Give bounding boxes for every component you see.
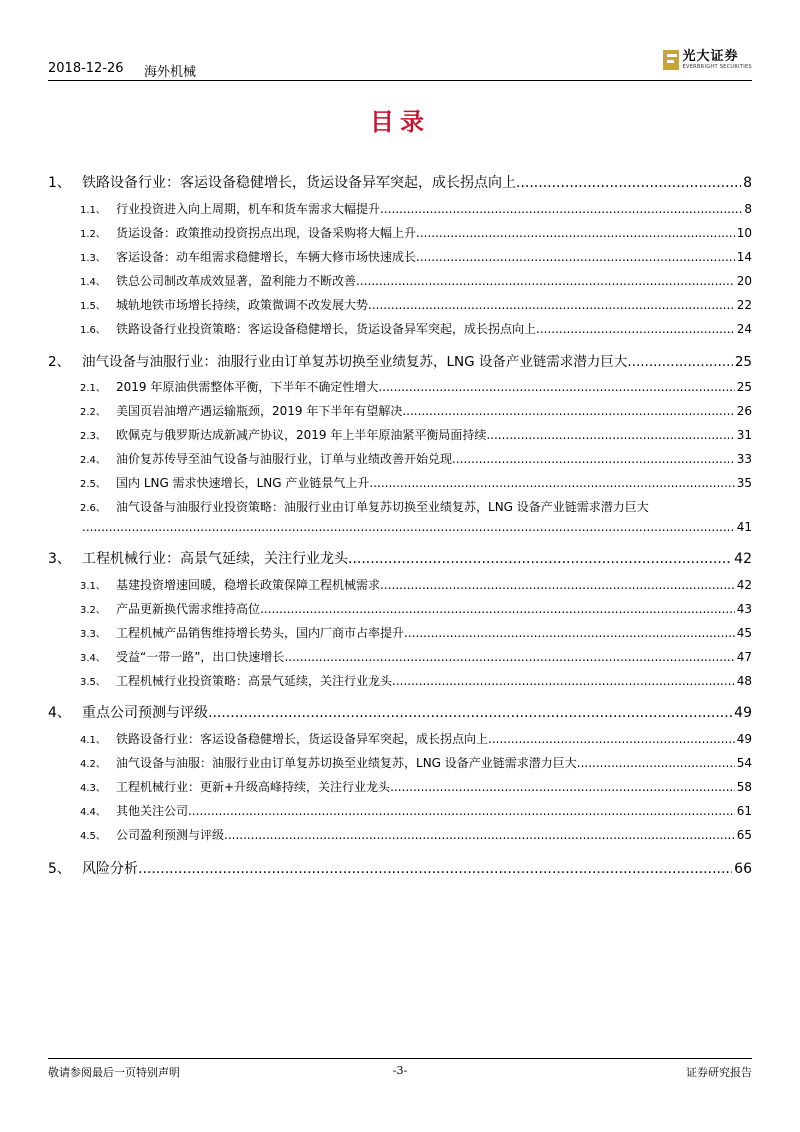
toc-title: 铁总公司制改革成效显著，盈利能力不断改善 [116,274,357,288]
toc-page: 47 [736,650,752,664]
toc-leader [516,175,741,191]
toc-page: 26 [736,404,752,418]
toc-title: 油气设备与油服：油服行业由订单复苏切换至业绩复苏，LNG 设备产业链需求潜力巨大 [116,756,577,770]
toc-entry[interactable] [48,648,752,665]
toc-title: 铁路设备行业：客运设备稳健增长，货运设备异军突起，成长拐点向上 [116,732,489,746]
toc-page: 14 [736,250,752,264]
toc-entry[interactable] [48,224,752,241]
toc-entry[interactable] [48,248,752,265]
toc-entry[interactable] [48,378,752,395]
toc-number: 2.3、 [80,431,106,442]
toc-title: 工程机械产品销售维持增长势头，国内厂商市占率提升 [116,626,405,640]
toc-title: 风险分析 [82,861,138,877]
logo-name-en: EVERBRIGHT SECURITIES [682,64,752,70]
toc-number: 1.1、 [80,205,106,216]
toc-entry[interactable] [48,296,752,313]
toc-title: 客运设备：动车组需求稳健增长，车辆大修市场快速成长 [116,250,417,264]
toc-number: 1.5、 [80,301,106,312]
toc-leader [260,602,735,616]
logo-mark-icon [663,50,679,70]
company-logo [663,50,752,70]
logo-name-cn: 光大证券 [682,49,739,64]
toc-number: 4.4、 [80,807,106,818]
toc-number: 1.2、 [80,229,106,240]
toc-leader [380,578,735,592]
toc-leader [224,828,735,842]
toc-leader [369,476,734,490]
toc-title: 城轨地铁市场增长持续，政策微调不改发展大势 [116,298,369,312]
toc-number: 4.3、 [80,783,106,794]
toc-number: 1.6、 [80,325,106,336]
toc-leader [486,428,734,442]
toc-entry[interactable] [48,754,752,771]
toc-title: 货运设备：政策推动投资拐点出现，设备采购将大幅上升 [116,226,417,240]
toc-page: 41 [736,520,752,534]
toc-title: 产品更新换代需求维持高位 [116,602,261,616]
toc-page: 35 [736,476,752,490]
header-divider [48,80,752,81]
toc-leader [82,520,735,534]
toc-number: 2.6、 [80,503,106,514]
toc-page: 20 [736,274,752,288]
report-type: 证券研究报告 [686,1066,752,1079]
toc-title: 铁路设备行业：客运设备稳健增长，货运设备异军突起，成长拐点向上 [82,175,516,191]
toc-title: 欧佩克与俄罗斯达成新减产协议，2019 年上半年原油紧平衡局面持续 [116,428,487,442]
toc-title: 行业投资进入向上周期，机车和货车需求大幅提升 [116,202,381,216]
page-number: -3- [392,1064,408,1077]
toc-entry[interactable] [48,826,752,843]
report-date: 2018-12-26 [48,61,124,76]
toc-page: 8 [743,175,752,191]
toc-entry[interactable] [48,624,752,641]
toc-number: 4.1、 [80,735,106,746]
toc-number: 2.5、 [80,479,106,490]
toc-title: 公司盈利预测与评级 [116,828,225,842]
toc-title: 2019 年原油供需整体平衡，下半年不确定性增大 [116,380,379,394]
toc-leader [402,404,734,418]
toc-title: 油价复苏传导至油气设备与油服行业，订单与业绩改善开始兑现 [116,452,453,466]
toc-page: 42 [734,551,752,567]
toc-page: 43 [736,602,752,616]
toc-leader [627,354,732,370]
toc-leader [416,226,735,240]
toc-number: 2.1、 [80,383,106,394]
toc-entry[interactable] [48,672,752,689]
toc-entry[interactable] [48,858,752,878]
toc-page: 25 [736,380,752,394]
toc-number: 5、 [48,861,71,877]
toc-leader [390,780,735,794]
toc-entry[interactable] [48,172,752,192]
toc-page: 8 [744,202,752,216]
toc-entry[interactable] [48,730,752,747]
toc-page: 45 [736,626,752,640]
toc-leader [348,551,732,567]
toc-number: 3.4、 [80,653,106,664]
toc-entry[interactable] [48,474,752,491]
toc-page: 49 [734,705,752,721]
toc-title: 国内 LNG 需求快速增长，LNG 产业链景气上升 [116,476,370,490]
toc-page: 54 [736,756,752,770]
toc-leader [416,250,735,264]
toc-number: 1.3、 [80,253,106,264]
toc-page: 25 [734,354,752,370]
toc-number: 4.2、 [80,759,106,770]
toc-leader [577,756,735,770]
toc-leader [138,861,732,877]
toc-number: 2、 [48,354,71,370]
toc-leader [284,650,734,664]
toc-leader [488,732,735,746]
footer-divider [48,1058,752,1059]
page-header [48,50,752,80]
toc-number: 3.3、 [80,629,106,640]
toc-entry[interactable] [48,320,752,337]
toc-entry[interactable] [48,498,752,515]
toc-page: 61 [736,804,752,818]
toc-title: 工程机械行业：高景气延续，关注行业龙头 [82,551,348,567]
toc-leader [208,705,732,721]
toc-entry[interactable] [48,272,752,289]
toc-title: 工程机械行业投资策略：高景气延续，关注行业龙头 [116,674,393,688]
toc-leader [356,274,735,288]
toc-leader [188,804,735,818]
toc-number: 3、 [48,551,71,567]
toc-page: 33 [736,452,752,466]
toc-entry[interactable] [48,426,752,443]
toc-number: 2.4、 [80,455,106,466]
toc-leader [392,674,735,688]
page-title: 目录 [370,108,430,136]
toc-title: 油气设备与油服行业：油服行业由订单复苏切换至业绩复苏，LNG 设备产业链需求潜力巨大 [82,354,628,370]
toc-title: 油气设备与油服行业投资策略：油服行业由订单复苏切换至业绩复苏，LNG 设备产业链需求潜力巨大 [116,500,649,514]
toc-leader [404,626,735,640]
toc-leader [452,452,735,466]
toc-number: 3.5、 [80,677,106,688]
report-sector: 海外机械 [144,65,197,80]
toc-title: 基建投资增速回暖，稳增长政策保障工程机械需求 [116,578,381,592]
toc-page: 66 [734,861,752,877]
toc-page: 42 [736,578,752,592]
toc-leader [536,322,735,336]
toc-page: 24 [736,322,752,336]
toc-number: 1.4、 [80,277,106,288]
toc-leader [380,202,742,216]
toc-entry[interactable] [48,350,752,370]
toc-leader [368,298,735,312]
toc-entry[interactable] [48,778,752,795]
toc-number: 3.1、 [80,581,106,592]
toc-entry[interactable] [48,802,752,819]
toc-entry[interactable] [48,548,752,568]
toc-number: 1、 [48,175,71,191]
toc-entry[interactable] [48,576,752,593]
toc-title: 美国页岩油增产遇运输瓶颈，2019 年下半年有望解决 [116,404,403,418]
disclaimer-note: 敬请参阅最后一页特别声明 [48,1066,180,1079]
toc-page: 22 [736,298,752,312]
toc-leader [378,380,734,394]
toc-page: 10 [736,226,752,240]
toc-number: 4、 [48,705,71,721]
toc-number: 3.2、 [80,605,106,616]
toc-title: 重点公司预测与评级 [82,705,208,721]
toc-title: 铁路设备行业投资策略：客运设备稳健增长，货运设备异军突起，成长拐点向上 [116,322,537,336]
toc-entry[interactable] [48,450,752,467]
toc-title: 工程机械行业：更新+升级高峰持续，关注行业龙头 [116,780,391,794]
toc-number: 4.5、 [80,831,106,842]
toc-page: 49 [736,732,752,746]
toc-page: 48 [736,674,752,688]
toc-page: 58 [736,780,752,794]
toc-entry[interactable] [48,402,752,419]
toc-entry[interactable] [48,702,752,722]
toc-number: 2.2、 [80,407,106,418]
toc-entry[interactable] [48,600,752,617]
toc-title: 受益“一带一路”，出口快速增长 [116,650,285,664]
toc-page: 65 [736,828,752,842]
toc-page: 31 [736,428,752,442]
toc-entry[interactable] [48,200,752,217]
toc-entry-continuation[interactable] [82,520,752,534]
toc-title: 其他关注公司 [116,804,189,818]
